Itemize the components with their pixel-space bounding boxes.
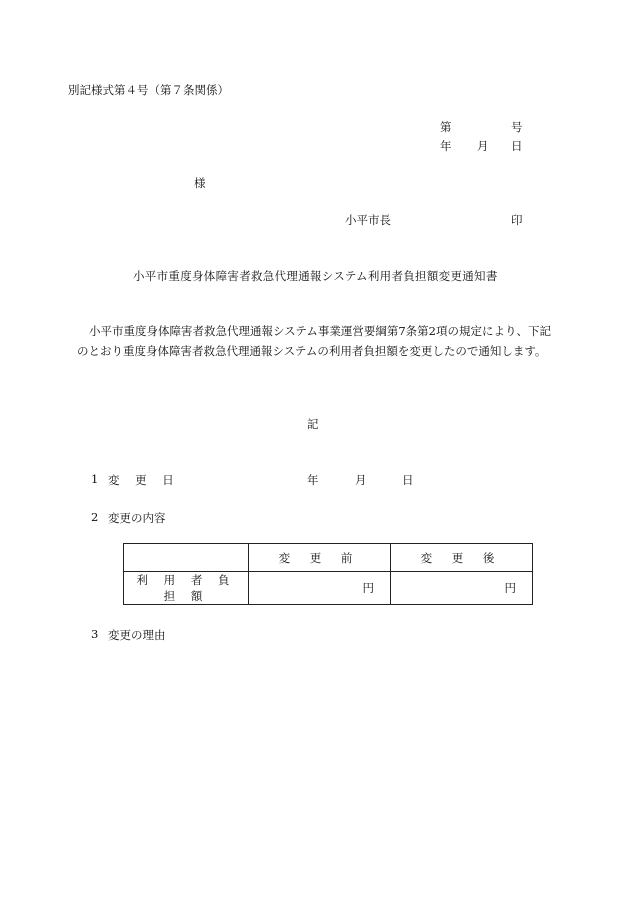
- table-header-before: 変 更 前: [249, 544, 391, 572]
- document-title: 小平市重度身体障害者救急代理通報システム利用者負担額変更通知書: [133, 269, 498, 283]
- item1-month: 月: [355, 473, 367, 487]
- table-header-after: 変 更 後: [391, 544, 533, 572]
- notice-body: 小平市重度身体障害者救急代理通報システム事業運営要綱第7条第2項の規定により、下記のとおり重度身体障害者救急代理通報システムの利用者負担額を変更したので通知します。: [77, 324, 551, 358]
- ki-heading: 記: [307, 417, 319, 431]
- item3-label: 変更の理由: [108, 628, 166, 642]
- before-amount-unit: 円: [249, 572, 391, 605]
- form-label: 別記様式第４号（第７条関係）: [68, 83, 229, 97]
- item2-number: 2: [91, 510, 99, 524]
- issuer-name: 小平市長: [345, 213, 391, 227]
- table-row: [124, 572, 533, 605]
- addressee-suffix: 様: [194, 176, 206, 190]
- table-header-cell: [124, 544, 249, 572]
- item1-label: 変 更 日: [108, 473, 180, 487]
- row-label: 利 用 者 負 担 額: [124, 572, 249, 605]
- table-header-row: [124, 544, 533, 572]
- item1-day: 日: [402, 473, 414, 487]
- item1-year: 年: [307, 473, 319, 487]
- item3-number: 3: [91, 627, 99, 641]
- number-suffix: 号: [511, 120, 523, 134]
- after-amount-unit: 円: [391, 572, 533, 605]
- seal-mark: 印: [511, 213, 523, 227]
- item2-label: 変更の内容: [108, 511, 166, 525]
- item1-number: 1: [91, 472, 99, 486]
- change-table: [123, 543, 533, 605]
- date-month: 月: [477, 139, 489, 153]
- date-day: 日: [511, 139, 523, 153]
- date-year: 年: [440, 139, 452, 153]
- number-prefix: 第: [440, 120, 452, 134]
